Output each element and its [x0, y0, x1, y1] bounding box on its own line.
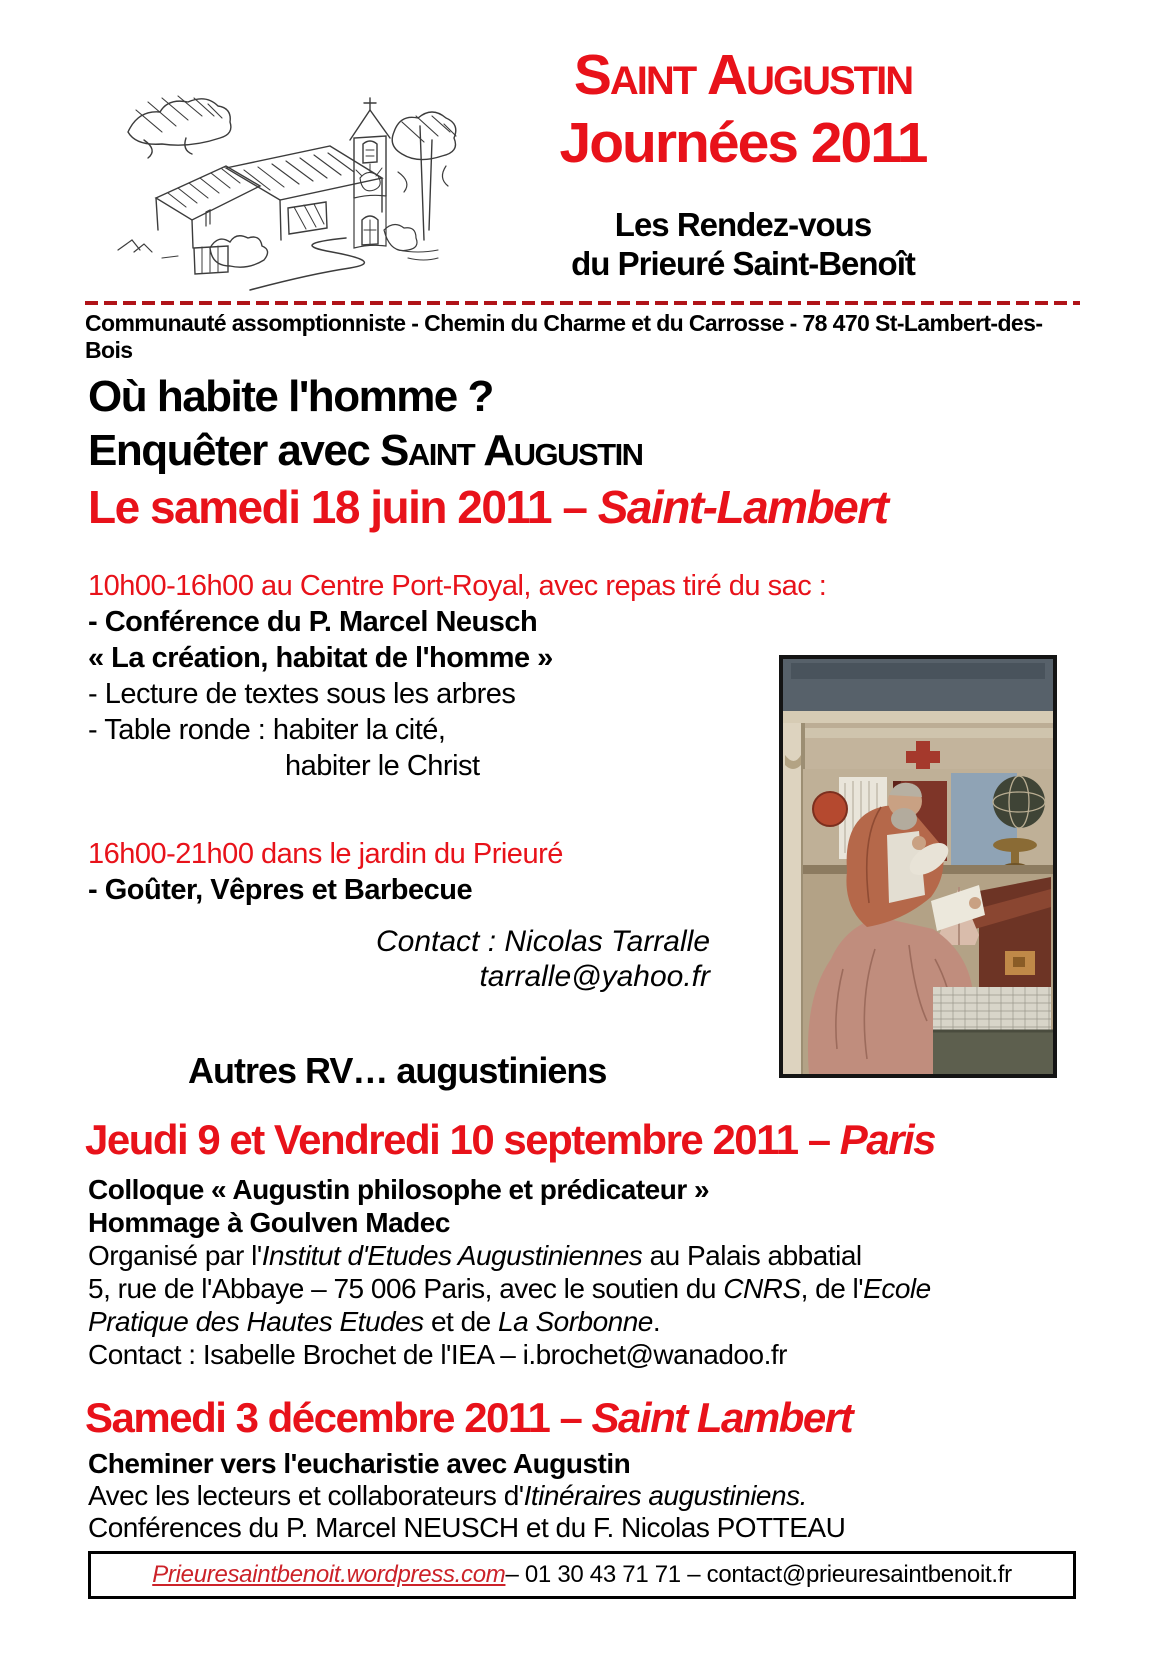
lambert-date-separator: –: [549, 1394, 592, 1441]
event-date-heading-december: [85, 1394, 852, 1442]
org2-prefix: 5, rue de l'Abbaye – 75 006 Paris, avec le soutien du: [88, 1273, 724, 1304]
org1-suffix: au Palais abbatial: [642, 1240, 862, 1271]
morning-item-table-ronde-cont: habiter le Christ: [285, 750, 480, 782]
contact-block-tarralle: [260, 924, 710, 994]
subtitle-line1: Les Rendez-vous: [614, 206, 872, 243]
paris-date-separator: –: [797, 1116, 840, 1163]
event-date-separator: –: [551, 481, 598, 533]
lecteurs-prefix: Avec les lecteurs et collaborateurs d': [88, 1480, 524, 1511]
colloque-title: Colloque « Augustin philosophe et prédicateur »: [88, 1174, 710, 1205]
paris-date-main: Jeudi 9 et Vendredi 10 septembre 2011: [85, 1116, 798, 1163]
other-events-heading: Autres RV… augustiniens: [188, 1050, 607, 1091]
sub-question-prefix: Enquêter avec: [88, 426, 381, 475]
contact-name: Contact : Nicolas Tarralle: [375, 925, 710, 958]
contact-email: tarralle@yahoo.fr: [479, 960, 710, 994]
organizer-line2: [88, 1273, 931, 1305]
morning-item-table-ronde: - Table ronde : habiter la cité,: [88, 714, 446, 746]
contact-iea-line: Contact : Isabelle Brochet de l'IEA – i.brochet@wanadoo.fr: [88, 1339, 787, 1370]
morning-item-conference: - Conférence du P. Marcel Neusch: [88, 606, 538, 638]
lambert-date-place: Saint Lambert: [591, 1394, 853, 1441]
event-date-main: Le samedi 18 juin 2011: [88, 481, 552, 533]
lecteurs-line: [88, 1480, 807, 1512]
org3-mid: et de: [423, 1306, 499, 1337]
hommage-line: Hommage à Goulven Madec: [88, 1207, 450, 1238]
cheminer-line: Cheminer vers l'eucharistie avec Augustin: [88, 1448, 631, 1479]
morning-item-lecture: - Lecture de textes sous les arbres: [88, 678, 516, 710]
page-title-line2: Journées 2011: [559, 110, 927, 175]
lambert-date-main: Samedi 3 décembre 2011: [85, 1394, 550, 1441]
event-date-heading-september: [85, 1116, 935, 1164]
main-question-heading: Où habite l'homme ?: [88, 372, 493, 421]
organizer-line3: [88, 1306, 660, 1338]
org3-period: .: [652, 1306, 661, 1337]
lecteurs-italic: Itinéraires augustiniens.: [523, 1480, 807, 1511]
augustine-painting: [779, 655, 1057, 1078]
sub-question-heading: [88, 426, 643, 476]
event-date-place: Saint-Lambert: [597, 481, 888, 533]
subtitle-line2: du Prieuré Saint-Benoît: [571, 244, 915, 282]
sub-question-smallcaps: Saint Augustin: [380, 426, 643, 475]
header-title-block: [448, 43, 1038, 175]
footer-website-link[interactable]: Prieuresaintbenoit.wordpress.com: [152, 1561, 506, 1588]
organizer-line1: [88, 1240, 862, 1272]
footer-contact-text: – 01 30 43 71 71 – contact@prieuresaintbenoit.fr: [505, 1561, 1012, 1588]
morning-item-conference-title: « La création, habitat de l'homme »: [88, 642, 553, 674]
evening-item-gouter: - Goûter, Vêpres et Barbecue: [88, 874, 473, 906]
header-subtitle: [448, 206, 1038, 284]
footer-contact-box: [88, 1551, 1076, 1599]
org2-ecole: Ecole: [863, 1273, 931, 1304]
event-date-heading-june: [88, 480, 887, 534]
conferences-line: Conférences du P. Marcel NEUSCH et du F. Nicolas POTTEAU: [88, 1512, 846, 1543]
church-sketch-illustration: [98, 80, 464, 292]
org2-cnrs: CNRS: [723, 1273, 801, 1304]
org3-sorbonne: La Sorbonne: [498, 1306, 653, 1337]
evening-time-line: 16h00-21h00 dans le jardin du Prieuré: [88, 838, 563, 870]
org2-mid: , de l': [800, 1273, 864, 1304]
paris-date-place: Paris: [839, 1116, 936, 1163]
community-address: Communauté assomptionniste - Chemin du Charme et du Carrosse - 78 470 St-Lambert-des-Bois: [85, 310, 1043, 363]
org3-ephe: Pratique des Hautes Etudes: [88, 1306, 424, 1337]
page-title-line1: Saint Augustin: [573, 43, 913, 107]
red-dashed-divider: [85, 301, 1080, 305]
morning-time-line: 10h00-16h00 au Centre Port-Royal, avec repas tiré du sac :: [88, 570, 827, 602]
org1-institute: Institut d'Etudes Augustiniennes: [261, 1240, 643, 1271]
org1-prefix: Organisé par l': [88, 1240, 262, 1271]
